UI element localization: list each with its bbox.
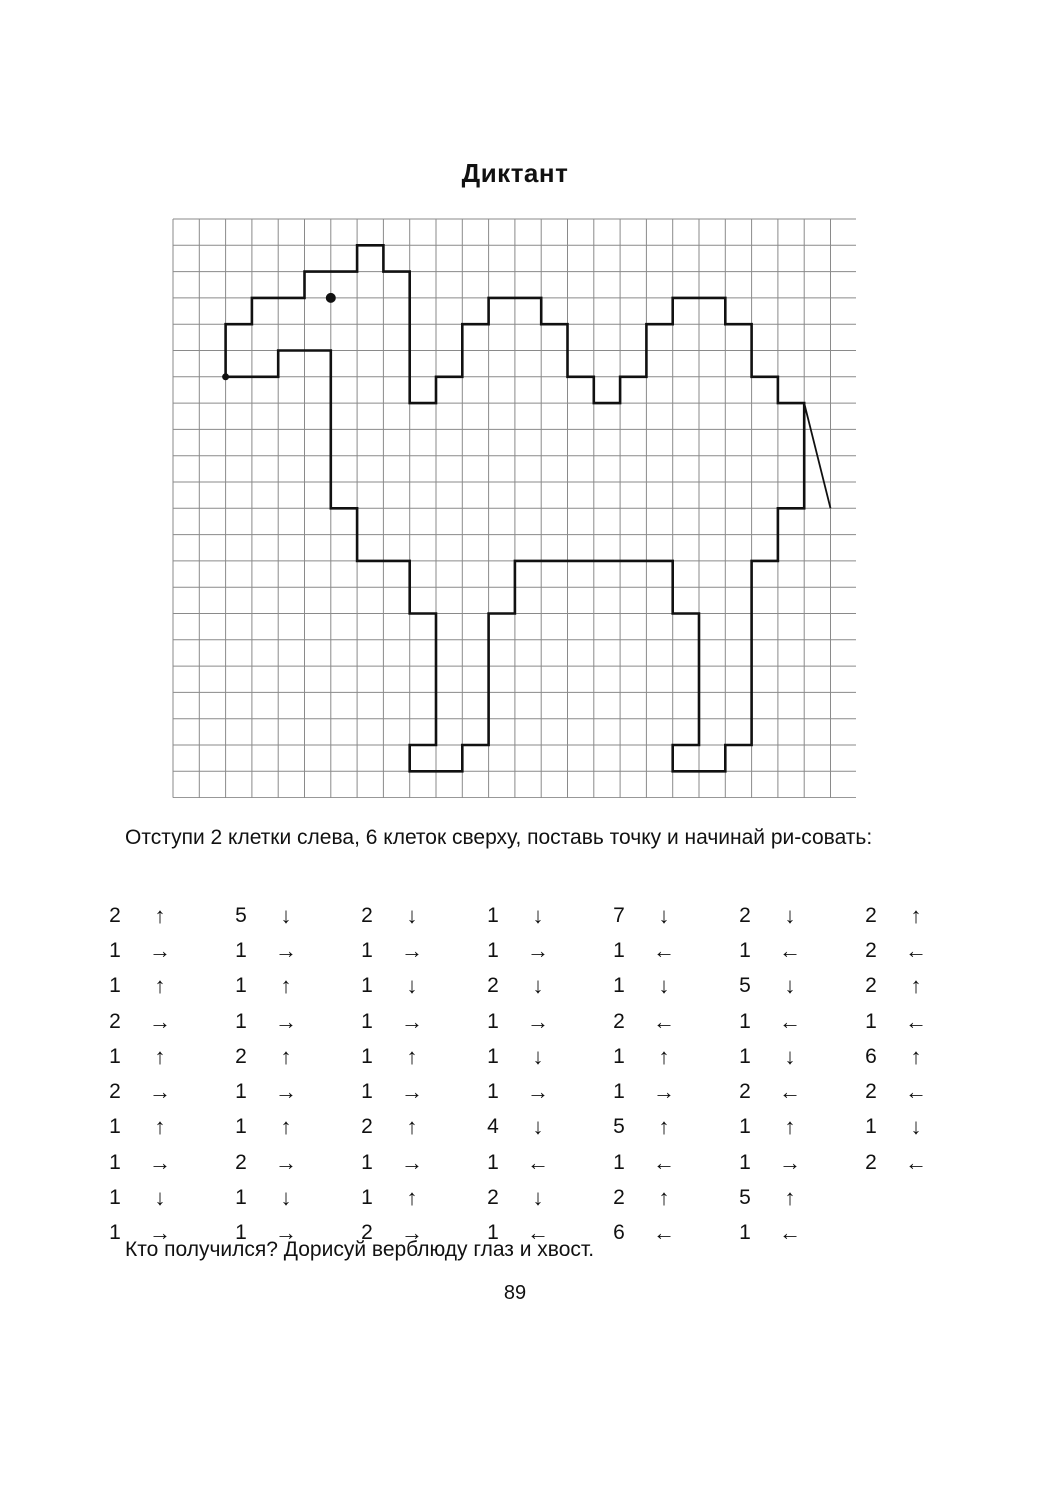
direction-arrow-icon: →	[653, 1079, 675, 1105]
step-count: 2	[613, 1009, 625, 1033]
dictation-step	[730, 898, 856, 933]
step-count: 2	[361, 1221, 373, 1245]
step-count: 2	[361, 903, 373, 927]
step-count: 1	[739, 1221, 751, 1245]
dictation-step	[100, 1074, 226, 1109]
direction-arrow-icon: ←	[779, 1079, 801, 1105]
step-count: 1	[361, 1044, 373, 1068]
dictation-step	[226, 1039, 352, 1074]
step-count: 1	[487, 1009, 499, 1033]
direction-arrow-icon: ↓	[406, 902, 418, 928]
instruction-text: Отступи 2 клетки слева, 6 клеток сверху, поставь точку и начинай ри-совать:	[125, 826, 873, 849]
step-count: 1	[739, 1115, 751, 1139]
step-count: 1	[487, 1221, 499, 1245]
direction-arrow-icon: →	[527, 1008, 549, 1034]
step-count: 1	[109, 1221, 121, 1245]
dictation-column	[100, 898, 226, 1251]
dictation-step	[730, 1039, 856, 1074]
dictation-step	[478, 898, 604, 933]
camel-eye	[326, 293, 336, 303]
dictation-step	[352, 898, 478, 933]
step-count: 6	[865, 1044, 877, 1068]
dictation-step	[604, 933, 730, 968]
dictation-column	[226, 898, 352, 1251]
dictation-step	[226, 1110, 352, 1145]
direction-arrow-icon: →	[401, 1079, 423, 1105]
step-count: 1	[361, 938, 373, 962]
dictation-step	[478, 1004, 604, 1039]
dictation-step	[226, 1074, 352, 1109]
step-count: 1	[739, 1044, 751, 1068]
dictation-step	[352, 1074, 478, 1109]
step-count: 1	[739, 1009, 751, 1033]
step-count: 2	[613, 1186, 625, 1210]
step-count: 1	[487, 1150, 499, 1174]
direction-arrow-icon: ←	[905, 1079, 927, 1105]
direction-arrow-icon: ←	[527, 1149, 549, 1175]
direction-arrow-icon: ↓	[784, 973, 796, 999]
direction-arrow-icon: ↑	[784, 1185, 796, 1211]
dictation-table	[100, 898, 982, 1251]
step-count: 1	[361, 1080, 373, 1104]
direction-arrow-icon: ←	[653, 937, 675, 963]
dictation-step	[226, 969, 352, 1004]
dictation-step	[856, 1039, 982, 1074]
dictation-step	[100, 1039, 226, 1074]
direction-arrow-icon: →	[275, 1220, 297, 1246]
step-count: 2	[109, 903, 121, 927]
direction-arrow-icon: →	[275, 937, 297, 963]
direction-arrow-icon: ↓	[532, 1114, 544, 1140]
direction-arrow-icon: ↓	[784, 902, 796, 928]
dictation-step	[856, 1110, 982, 1145]
step-count: 1	[613, 974, 625, 998]
step-count: 1	[487, 903, 499, 927]
step-count: 1	[235, 1221, 247, 1245]
dictation-step	[352, 1110, 478, 1145]
step-count: 1	[613, 938, 625, 962]
step-count: 1	[361, 1009, 373, 1033]
step-count: 2	[235, 1044, 247, 1068]
direction-arrow-icon: ←	[779, 937, 801, 963]
step-count: 1	[613, 1150, 625, 1174]
start-dot	[222, 373, 229, 380]
step-count: 2	[361, 1115, 373, 1139]
direction-arrow-icon: ↓	[532, 902, 544, 928]
step-count: 1	[109, 938, 121, 962]
dictation-step	[856, 969, 982, 1004]
direction-arrow-icon: ←	[905, 937, 927, 963]
direction-arrow-icon: ←	[653, 1220, 675, 1246]
drawing-grid[interactable]	[172, 218, 856, 798]
step-count: 1	[109, 1115, 121, 1139]
dictation-step	[100, 933, 226, 968]
step-count: 5	[739, 1186, 751, 1210]
step-count: 5	[613, 1115, 625, 1139]
dictation-step	[352, 1004, 478, 1039]
direction-arrow-icon: →	[401, 1220, 423, 1246]
dictation-step	[100, 1145, 226, 1180]
direction-arrow-icon: ←	[779, 1008, 801, 1034]
step-count: 2	[865, 1150, 877, 1174]
direction-arrow-icon: ↑	[784, 1114, 796, 1140]
direction-arrow-icon: ↓	[154, 1185, 166, 1211]
direction-arrow-icon: →	[275, 1149, 297, 1175]
direction-arrow-icon: ←	[779, 1220, 801, 1246]
step-count: 2	[865, 1080, 877, 1104]
dictation-step	[730, 1180, 856, 1215]
dictation-step	[730, 1004, 856, 1039]
step-count: 2	[739, 903, 751, 927]
direction-arrow-icon: →	[779, 1149, 801, 1175]
dictation-step	[100, 1004, 226, 1039]
step-count: 1	[109, 974, 121, 998]
dictation-step	[226, 1145, 352, 1180]
dictation-column	[604, 898, 730, 1251]
direction-arrow-icon: ↑	[910, 902, 922, 928]
step-count: 1	[109, 1186, 121, 1210]
direction-arrow-icon: ↑	[280, 1114, 292, 1140]
dictation-step	[352, 1180, 478, 1215]
direction-arrow-icon: →	[401, 1008, 423, 1034]
step-count: 1	[613, 1080, 625, 1104]
direction-arrow-icon: →	[149, 1008, 171, 1034]
step-count: 2	[487, 1186, 499, 1210]
step-count: 2	[865, 938, 877, 962]
dictation-step	[478, 1180, 604, 1215]
dictation-step	[100, 898, 226, 933]
step-count: 2	[865, 974, 877, 998]
direction-arrow-icon: ←	[653, 1149, 675, 1175]
step-count: 1	[361, 974, 373, 998]
direction-arrow-icon: ↓	[280, 1185, 292, 1211]
dictation-step	[352, 969, 478, 1004]
dictation-column	[856, 898, 982, 1251]
dictation-step	[604, 1004, 730, 1039]
dictation-step	[604, 1074, 730, 1109]
direction-arrow-icon: ↓	[280, 902, 292, 928]
grid-lines	[173, 219, 856, 798]
dictation-step	[730, 1110, 856, 1145]
step-count: 1	[739, 1150, 751, 1174]
direction-arrow-icon: ↑	[658, 1185, 670, 1211]
direction-arrow-icon: →	[149, 1149, 171, 1175]
dictation-step	[604, 1216, 730, 1251]
dictation-step	[352, 1039, 478, 1074]
direction-arrow-icon: ↑	[406, 1185, 418, 1211]
step-count: 1	[235, 1009, 247, 1033]
direction-arrow-icon: ↑	[154, 902, 166, 928]
step-count: 1	[235, 938, 247, 962]
dictation-step	[226, 933, 352, 968]
direction-arrow-icon: ↑	[658, 1114, 670, 1140]
direction-arrow-icon: ↑	[280, 1043, 292, 1069]
dictation-step	[100, 969, 226, 1004]
direction-arrow-icon: ↓	[658, 902, 670, 928]
direction-arrow-icon: ↑	[910, 1043, 922, 1069]
step-count: 1	[739, 938, 751, 962]
direction-arrow-icon: ←	[653, 1008, 675, 1034]
dictation-step	[478, 1039, 604, 1074]
step-count: 7	[613, 903, 625, 927]
dictation-column	[478, 898, 604, 1251]
step-count: 2	[739, 1080, 751, 1104]
dictation-step	[478, 969, 604, 1004]
direction-arrow-icon: ↓	[784, 1043, 796, 1069]
direction-arrow-icon: →	[275, 1008, 297, 1034]
step-count: 1	[865, 1115, 877, 1139]
dictation-step	[730, 933, 856, 968]
direction-arrow-icon: ↑	[406, 1043, 418, 1069]
step-count: 1	[865, 1009, 877, 1033]
dictation-column	[352, 898, 478, 1251]
step-count: 2	[109, 1009, 121, 1033]
dictation-step	[730, 1145, 856, 1180]
dictation-step	[856, 898, 982, 933]
step-count: 1	[109, 1044, 121, 1068]
direction-arrow-icon: ↑	[910, 973, 922, 999]
direction-arrow-icon: ↑	[154, 1114, 166, 1140]
direction-arrow-icon: →	[527, 1079, 549, 1105]
direction-arrow-icon: ↓	[910, 1114, 922, 1140]
direction-arrow-icon: →	[149, 937, 171, 963]
dictation-step	[100, 1180, 226, 1215]
dictation-step	[478, 1110, 604, 1145]
direction-arrow-icon: ↓	[658, 973, 670, 999]
dictation-step	[100, 1110, 226, 1145]
dictation-step	[478, 1074, 604, 1109]
step-count: 1	[109, 1150, 121, 1174]
dictation-step	[604, 1145, 730, 1180]
direction-arrow-icon: →	[149, 1220, 171, 1246]
dictation-step	[604, 1039, 730, 1074]
dictation-step	[604, 898, 730, 933]
step-count: 1	[361, 1150, 373, 1174]
page-number: 89	[503, 1282, 527, 1304]
dictation-step	[730, 969, 856, 1004]
direction-arrow-icon: ←	[905, 1008, 927, 1034]
step-count: 2	[235, 1150, 247, 1174]
dictation-column	[730, 898, 856, 1251]
dictation-step	[478, 933, 604, 968]
direction-arrow-icon: ←	[527, 1220, 549, 1246]
direction-arrow-icon: →	[527, 937, 549, 963]
direction-arrow-icon: ↓	[406, 973, 418, 999]
dictation-step	[730, 1216, 856, 1251]
dictation-step	[352, 933, 478, 968]
direction-arrow-icon: ↓	[532, 1185, 544, 1211]
direction-arrow-icon: ↓	[532, 1043, 544, 1069]
step-count: 1	[487, 938, 499, 962]
step-count: 1	[235, 1186, 247, 1210]
question-text: Кто получился? Дорисуй верблюду глаз и хвост.	[125, 1238, 595, 1261]
dictation-step	[730, 1074, 856, 1109]
dictation-step	[856, 933, 982, 968]
direction-arrow-icon: ↑	[280, 973, 292, 999]
step-count: 1	[235, 974, 247, 998]
direction-arrow-icon: ↑	[406, 1114, 418, 1140]
step-count: 6	[613, 1221, 625, 1245]
dictation-step	[604, 1110, 730, 1145]
step-count: 1	[235, 1115, 247, 1139]
dictation-step	[226, 1004, 352, 1039]
step-count: 1	[235, 1080, 247, 1104]
step-count: 4	[487, 1115, 499, 1139]
direction-arrow-icon: ↑	[154, 973, 166, 999]
step-count: 2	[109, 1080, 121, 1104]
dictation-step	[478, 1145, 604, 1180]
direction-arrow-icon: ↑	[154, 1043, 166, 1069]
step-count: 1	[487, 1080, 499, 1104]
dictation-step	[856, 1004, 982, 1039]
dictation-step	[226, 1180, 352, 1215]
dictation-step	[226, 898, 352, 933]
dictation-step	[352, 1145, 478, 1180]
dictation-step	[856, 1145, 982, 1180]
step-count: 5	[739, 974, 751, 998]
direction-arrow-icon: →	[275, 1079, 297, 1105]
direction-arrow-icon: →	[149, 1079, 171, 1105]
step-count: 1	[487, 1044, 499, 1068]
step-count: 2	[865, 903, 877, 927]
dictation-step	[604, 1180, 730, 1215]
direction-arrow-icon: ←	[905, 1149, 927, 1175]
direction-arrow-icon: →	[401, 1149, 423, 1175]
dictation-step	[604, 969, 730, 1004]
grid-canvas	[172, 218, 856, 798]
direction-arrow-icon: →	[401, 937, 423, 963]
direction-arrow-icon: ↓	[532, 973, 544, 999]
direction-arrow-icon: ↑	[658, 1043, 670, 1069]
step-count: 2	[487, 974, 499, 998]
page-title: Диктант	[461, 158, 569, 188]
step-count: 5	[235, 903, 247, 927]
dictation-step	[856, 1074, 982, 1109]
step-count: 1	[361, 1186, 373, 1210]
step-count: 1	[613, 1044, 625, 1068]
